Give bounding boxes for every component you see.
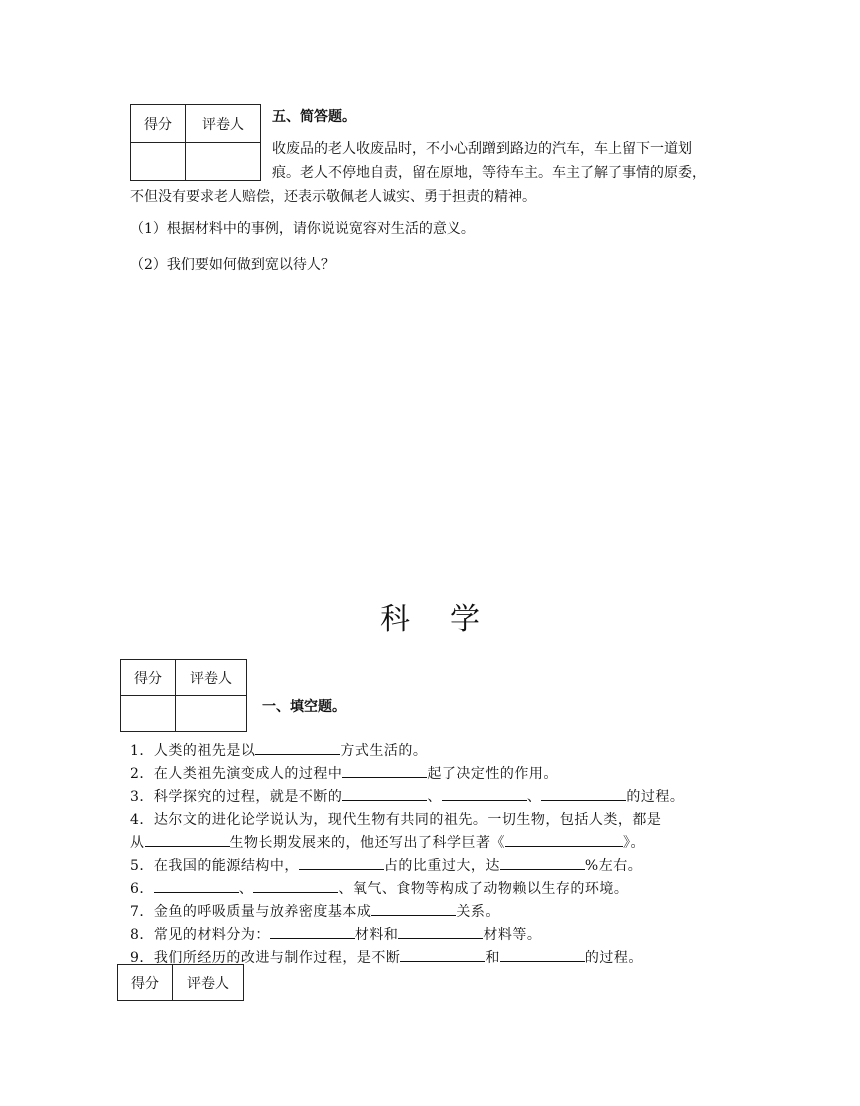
- passage-line: 痕。老人不停地自责，留在原地，等待车主。车主了解了事情的原委，: [272, 165, 706, 181]
- section-heading: 一、填空题。: [262, 699, 346, 715]
- score-table: [130, 104, 261, 181]
- question-1: （1）根据材料中的事例，请你说说宽容对生活的意义。: [130, 221, 475, 237]
- subject-title: 科学: [380, 602, 520, 637]
- answer-blank[interactable]: [154, 878, 239, 893]
- answer-blank[interactable]: [145, 832, 230, 847]
- fill-question-4-line2: 从 生物长期发展来的，他还写出了科学巨著《 》。: [130, 832, 645, 852]
- answer-blank[interactable]: [400, 947, 485, 962]
- fill-question-7: 7．金鱼的呼吸质量与放养密度基本成 关系。: [130, 901, 500, 921]
- score-table: [117, 964, 244, 1001]
- fill-question-9: 9．我们所经历的改进与制作过程，是不断 和 的过程。: [130, 947, 643, 967]
- answer-blank[interactable]: [253, 878, 338, 893]
- fill-question-6: 6． 、 、氧气、食物等构成了动物赖以生存的环境。: [130, 878, 628, 898]
- score-header: 得分: [118, 965, 173, 1001]
- section-heading: 五、简答题。: [272, 109, 356, 125]
- answer-blank[interactable]: [342, 763, 427, 778]
- answer-blank[interactable]: [442, 786, 527, 801]
- fill-question-3: 3．科学探究的过程，就是不断的 、 、 的过程。: [130, 786, 684, 806]
- answer-blank[interactable]: [505, 832, 623, 847]
- answer-blank[interactable]: [500, 855, 585, 870]
- answer-blank[interactable]: [500, 947, 585, 962]
- score-header: 得分: [131, 105, 186, 143]
- fill-question-5: 5．在我国的能源结构中， 占的比重过大，达 %左右。: [130, 855, 642, 875]
- fill-question-2: 2．在人类祖先演变成人的过程中 起了决定性的作用。: [130, 763, 558, 783]
- score-table: [120, 659, 247, 732]
- fill-question-1: 1．人类的祖先是以 方式生活的。: [130, 740, 427, 760]
- answer-blank[interactable]: [342, 786, 427, 801]
- question-2: （2）我们要如何做到宽以待人？: [130, 257, 335, 273]
- answer-blank[interactable]: [270, 924, 355, 939]
- answer-blank[interactable]: [255, 740, 340, 755]
- grader-cell: [186, 143, 261, 181]
- score-header: 得分: [121, 660, 176, 696]
- fill-question-8: 8．常见的材料分为： 材料和 材料等。: [130, 924, 541, 944]
- fill-question-4-line1: 4．达尔文的进化论学说认为，现代生物有共同的祖先。一切生物，包括人类，都是: [130, 812, 662, 828]
- grader-cell: [176, 696, 247, 732]
- grader-header: 评卷人: [173, 965, 244, 1001]
- answer-blank[interactable]: [371, 901, 456, 916]
- answer-blank[interactable]: [398, 924, 483, 939]
- answer-blank[interactable]: [299, 855, 384, 870]
- grader-header: 评卷人: [186, 105, 261, 143]
- passage-line: 不但没有要求老人赔偿，还表示敬佩老人诚实、勇于担责的精神。: [130, 189, 536, 205]
- grader-header: 评卷人: [176, 660, 247, 696]
- passage-line: 收废品的老人收废品时，不小心刮蹭到路边的汽车，车上留下一道划: [272, 141, 692, 157]
- score-cell: [121, 696, 176, 732]
- score-cell: [131, 143, 186, 181]
- answer-blank[interactable]: [541, 786, 626, 801]
